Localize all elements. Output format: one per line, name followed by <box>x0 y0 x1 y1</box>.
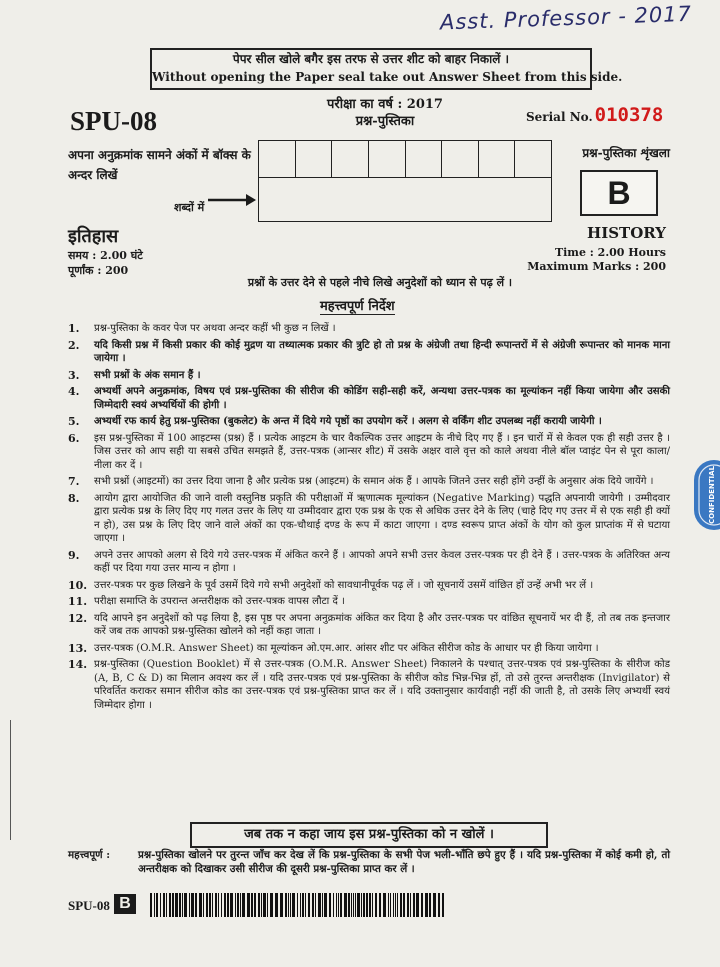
barcode-bar <box>300 893 301 917</box>
barcode-bar <box>442 893 444 917</box>
barcode-bar <box>235 893 236 917</box>
barcode-bar <box>395 893 396 917</box>
barcode-bar <box>336 893 337 917</box>
barcode-bar <box>369 893 371 917</box>
series-label: प्रश्न-पुस्तिका शृंखला <box>582 146 670 160</box>
barcode-bar <box>270 893 273 917</box>
barcode-bar <box>172 893 174 917</box>
paper-code: SPU-08 <box>70 106 157 136</box>
barcode-bar <box>308 893 310 917</box>
barcode-bar <box>261 893 262 917</box>
barcode-bar <box>388 893 389 917</box>
barcode-bar <box>221 893 222 917</box>
roll-words-box[interactable] <box>258 178 552 222</box>
important-note <box>68 848 670 876</box>
barcode-bar <box>212 893 213 917</box>
barcode-bar <box>355 893 356 917</box>
barcode-bar <box>400 893 402 917</box>
barcode-bar <box>416 893 419 917</box>
barcode-bar <box>251 893 253 917</box>
barcode-bar <box>150 893 152 917</box>
roll-digit-box[interactable] <box>442 141 479 177</box>
barcode-bar <box>156 893 158 917</box>
subject-hindi: इतिहास <box>68 226 119 247</box>
barcode-bar <box>275 893 278 917</box>
important-label: महत्त्वपूर्ण : <box>68 849 111 861</box>
barcode-bar <box>361 893 362 917</box>
roll-digit-box[interactable] <box>479 141 516 177</box>
barcode-bar <box>379 893 381 917</box>
barcode-bar <box>199 893 202 917</box>
exam-year-block <box>290 96 480 130</box>
barcode-bar <box>195 893 197 917</box>
footer-series: B <box>114 894 136 914</box>
barcode-bar <box>237 893 239 917</box>
barcode-bar <box>182 893 183 917</box>
barcode-bar <box>366 893 368 917</box>
barcode-bar <box>438 893 440 917</box>
seal-notice-english: Without opening the Paper seal take out Answer Sheet from this side. <box>152 70 623 84</box>
instruction-item: 13. उत्तर-पत्रक (O.M.R. Answer Sheet) का मूल्यांकन ओ.एम.आर. आंसर शीट पर अंकित सीरीज कोड के आधार पर ही किया जायेगा । <box>68 641 599 655</box>
barcode-bar <box>397 893 398 917</box>
barcode-bar <box>348 893 350 917</box>
barcode-bar <box>224 893 226 917</box>
barcode-bar <box>315 893 316 917</box>
barcode-bar <box>247 893 250 917</box>
instruction-item: 8. आयोग द्वारा आयोजित की जाने वाली वस्तुनिष्ठ प्रकृति की परीक्षाओं में ऋणात्मक मूल्यांकन (Negative Marking) पद्धति अपनायी जायेगी । उम्मीदवार द्वारा प्रत्येक प्रश्न के लिए दिए गए गलत उत्तर के लिए या उम्मीदवार द्वारा एक प्रश्न के एक से अधिक उत्तर देने के लिए (चाहे दिए गए उत्तर में से एक सही ही क्यों न हो), उस प्रश्न के लिए दिए जाने वाले अंकों का एक-चौथाई दण्ड के रूप में काटा जाएगा । दण्ड स्वरूप प्राप्त अंकों के योग को कुल प्राप्तांक में से घटाया जाएगा । <box>68 491 670 544</box>
roll-digit-box[interactable] <box>296 141 333 177</box>
subject-english: HISTORY <box>587 224 666 242</box>
instruction-item: 4. अभ्यर्थी अपने अनुक्रमांक, विषय एवं प्रश्न-पुस्तिका की सीरीज की कोडिंग सही-सही करें, अन्यथा उत्तर-पत्रक का मूल्यांकन नहीं किया जायेगा और उसकी जिम्मेदारी स्वयं अभ्यर्थियों की होगी । <box>68 385 670 411</box>
marks-english: Maximum Marks : 200 <box>527 260 666 273</box>
instruction-item: 2. यदि किसी प्रश्न में किसी प्रकार की कोई मुद्रण या तथ्यात्मक प्रकार की त्रुटि हो तो प्रश्न के अंग्रेजी तथा हिन्दी रूपान्तरों में से अंग्रेजी रूपान्तर को मानक माना जायेगा । <box>68 338 670 364</box>
barcode-bar <box>285 893 287 917</box>
barcode-bar <box>292 893 295 917</box>
time-hindi: समय : 2.00 घंटे <box>68 249 143 262</box>
barcode-bar <box>433 893 436 917</box>
barcode-bar <box>413 893 415 917</box>
barcode-bar <box>357 893 360 917</box>
barcode-bar <box>302 893 304 917</box>
barcode-bar <box>179 893 181 917</box>
barcode-bar <box>297 893 298 917</box>
pre-instructions-note: प्रश्नों के उत्तर देने से पहले नीचे लिखे अनुदेशों को ध्यान से पढ़ लें । <box>247 276 513 289</box>
confidential-badge-icon <box>690 458 720 532</box>
roll-number-label: अपना अनुक्रमांक सामने अंकों में बॉक्स के अन्दर लिखें <box>68 148 251 182</box>
exam-year: परीक्षा का वर्ष : 2017 <box>327 97 443 112</box>
barcode-bar <box>169 893 171 917</box>
barcode-bar <box>218 893 219 917</box>
barcode-bar <box>421 893 423 917</box>
barcode-bar <box>318 893 321 917</box>
barcode-bar <box>191 893 194 917</box>
barcode-bar <box>410 893 411 917</box>
instruction-item: 14. प्रश्न-पुस्तिका (Question Booklet) में से उत्तर-पत्रक (O.M.R. Answer Sheet) निकालने के पश्चात् उत्तर-पत्रक एवं प्रश्न-पुस्तिका के सीरीज कोड (A, B, C & D) का मिलान अवश्य कर लें । यदि उत्तर-पत्रक एवं प्रश्न-पुस्तिका के सीरीज कोड भिन्न-भिन्न हों, तो उसे तुरन्त अन्तरीक्षक (Invigilator) से परिवर्तित कराकर समान सीरीज कोड का उत्तर-पत्रक एवं प्रश्न-पुस्तिका प्राप्त कर लें । यदि उक्तानुसार कार्यवाही नहीं की जाती है, तो उसके लिए अभ्यर्थी स्वयं जिम्मेदार होगा । <box>68 658 670 711</box>
instructions-list <box>68 322 670 715</box>
barcode-bar <box>263 893 266 917</box>
barcode-bar <box>215 893 217 917</box>
barcode-bar <box>372 893 373 917</box>
seal-notice-hindi: पेपर सील खोले बगैर इस तरफ से उत्तर शीट को बाहर निकालें । <box>232 52 510 66</box>
barcode-bar <box>393 893 394 917</box>
barcode-bar <box>230 893 233 917</box>
seal-notice <box>150 48 623 90</box>
barcode-bar <box>206 893 208 917</box>
barcode-bar <box>203 893 204 917</box>
roll-digit-box[interactable] <box>406 141 443 177</box>
instruction-item: 5. अभ्यर्थी रफ कार्य हेतु प्रश्न-पुस्तिका (बुकलेट) के अन्त में दिये गये पृष्ठों का उपयोग करें । अलग से वर्किंग शीट उपलब्ध नहीं करायी जायेगी । <box>68 415 602 428</box>
barcode-bar <box>351 893 352 917</box>
serial-number <box>526 104 663 126</box>
barcode-bar <box>305 893 306 917</box>
marks-hindi: पूर्णांक : 200 <box>68 264 129 277</box>
important-text: प्रश्न-पुस्तिका खोलने पर तुरन्त जाँच कर देख लें कि प्रश्न-पुस्तिका के सभी पेज भली-भाँति छपे हुए हैं । यदि प्रश्न-पुस्तिका में कोई कमी हो, तो अन्तरीक्षक को दिखाकर उसी सीरीज की दूसरी प्रश्न-पुस्तिका प्राप्त कर लें । <box>138 849 670 875</box>
barcode-bar <box>154 893 155 917</box>
margin-line <box>10 720 11 840</box>
barcode-bar <box>383 893 386 917</box>
barcode-bar <box>333 893 334 917</box>
roll-digit-box[interactable] <box>369 141 406 177</box>
time-marks-hindi <box>68 248 143 278</box>
barcode-bar <box>322 893 323 917</box>
barcode-bar <box>338 893 339 917</box>
barcode-bar <box>209 893 211 917</box>
time-english: Time : 2.00 Hours <box>554 246 666 259</box>
instruction-item: 10. उत्तर-पत्रक पर कुछ लिखने के पूर्व उसमें दिये गये सभी अनुदेशों को सावधानीपूर्वक पढ़ लें । जो सूचनायें उसमें वांछित हों उन्हें अभी भर लें । <box>68 578 594 592</box>
barcode-bar <box>312 893 314 917</box>
instructions-heading: महत्त्वपूर्ण निर्देश <box>320 296 395 315</box>
handwritten-note: Asst. Professor - 2017 <box>439 1 693 35</box>
badge-text: CONFIDENTIAL <box>708 465 716 525</box>
instruction-item: 1. प्रश्न-पुस्तिका के कवर पेज पर अथवा अन्दर कहीं भी कुछ न लिखें । <box>68 322 336 335</box>
barcode-bar <box>175 893 178 917</box>
roll-digit-box[interactable] <box>259 141 296 177</box>
barcode-bar <box>363 893 365 917</box>
barcode-bar <box>267 893 268 917</box>
barcode-bar <box>240 893 241 917</box>
series-value: B <box>580 170 658 216</box>
barcode-bar <box>163 893 165 917</box>
roll-words-label: शब्दों में <box>174 201 205 214</box>
time-marks-english <box>500 246 666 274</box>
serial-label: Serial No. <box>526 110 593 124</box>
barcode-bar <box>425 893 428 917</box>
barcode-bar <box>340 893 342 917</box>
booklet-label: प्रश्न-पुस्तिका <box>355 114 415 129</box>
barcode-bar <box>288 893 289 917</box>
barcode-bar <box>254 893 256 917</box>
roll-number-digit-boxes[interactable] <box>258 140 552 178</box>
instruction-item: 3. सभी प्रश्नों के अंक समान हैं । <box>68 368 201 382</box>
instruction-item: 12. यदि आपने इन अनुदेशों को पढ़ लिया है, इस पृष्ठ पर अपना अनुक्रमांक अंकित कर दिया है और उत्तर-पत्रक पर वांछित सूचनायें भर दी हैं, तो तब तक इन्तजार करें जब तक आपको प्रश्न-पुस्तिका खोलने को नहीं कहा जाता । <box>68 611 670 637</box>
barcode-bar <box>390 893 391 917</box>
instruction-item: 6. इस प्रश्न-पुस्तिका में 100 आइटम्स (प्रश्न) हैं । प्रत्येक आइटम के चार वैकल्पिक उत्तर आइटम के नीचे दिए गए हैं । इन चारों में से केवल एक ही सही उत्तर है । जिस उत्तर को आप सही या सबसे उचित समझते हैं, उत्तर-पत्रक (आन्सर शीट) में उसके अक्षर वाले वृत्त को काले अथवा नीले बॉल प्वाइंट पेन से पूरा काला/नीला कर दें । <box>68 431 670 471</box>
instruction-item: 9. अपने उत्तर आपको अलग से दिये गये उत्तर-पत्रक में अंकित करने हैं । आपको अपने सभी उत्तर केवल उत्तर-पत्रक पर ही देने हैं । उत्तर-पत्रक के अतिरिक्त अन्य कहीं पर दिया गया उत्तर मान्य न होगा । <box>68 548 670 574</box>
barcode <box>150 893 450 917</box>
arrow-right-icon <box>208 193 256 207</box>
barcode-bar <box>375 893 377 917</box>
barcode-bar <box>242 893 245 917</box>
barcode-bar <box>166 893 167 917</box>
barcode-bar <box>160 893 161 917</box>
barcode-bar <box>353 893 354 917</box>
barcode-bar <box>429 893 431 917</box>
barcode-bar <box>189 893 190 917</box>
barcode-bar <box>227 893 229 917</box>
footer-paper-code: SPU-08 <box>68 898 110 913</box>
barcode-bar <box>329 893 331 917</box>
barcode-bar <box>344 893 347 917</box>
barcode-bar <box>407 893 409 917</box>
barcode-bar <box>403 893 405 917</box>
roll-digit-box[interactable] <box>515 141 551 177</box>
roll-digit-box[interactable] <box>332 141 369 177</box>
barcode-bar <box>184 893 187 917</box>
barcode-bar <box>290 893 291 917</box>
barcode-bar <box>324 893 327 917</box>
barcode-bar <box>280 893 283 917</box>
do-not-open-warning: जब तक न कहा जाय इस प्रश्न-पुस्तिका को न खोलें । <box>190 822 548 848</box>
instruction-item: 11. परीक्षा समाप्ति के उपरान्त अन्तरीक्षक को उत्तर-पत्रक वापस लौटा दें । <box>68 595 345 608</box>
barcode-bar <box>258 893 260 917</box>
instruction-item: 7. सभी प्रश्नों (आइटमों) का उत्तर दिया जाना है और प्रत्येक प्रश्न (आइटम) के समान अंक हैं । आपके जितने उत्तर सही होंगे उन्हीं के अनुसार अंक दिये जायेंगे । <box>68 475 654 488</box>
serial-value: 010378 <box>594 104 664 126</box>
